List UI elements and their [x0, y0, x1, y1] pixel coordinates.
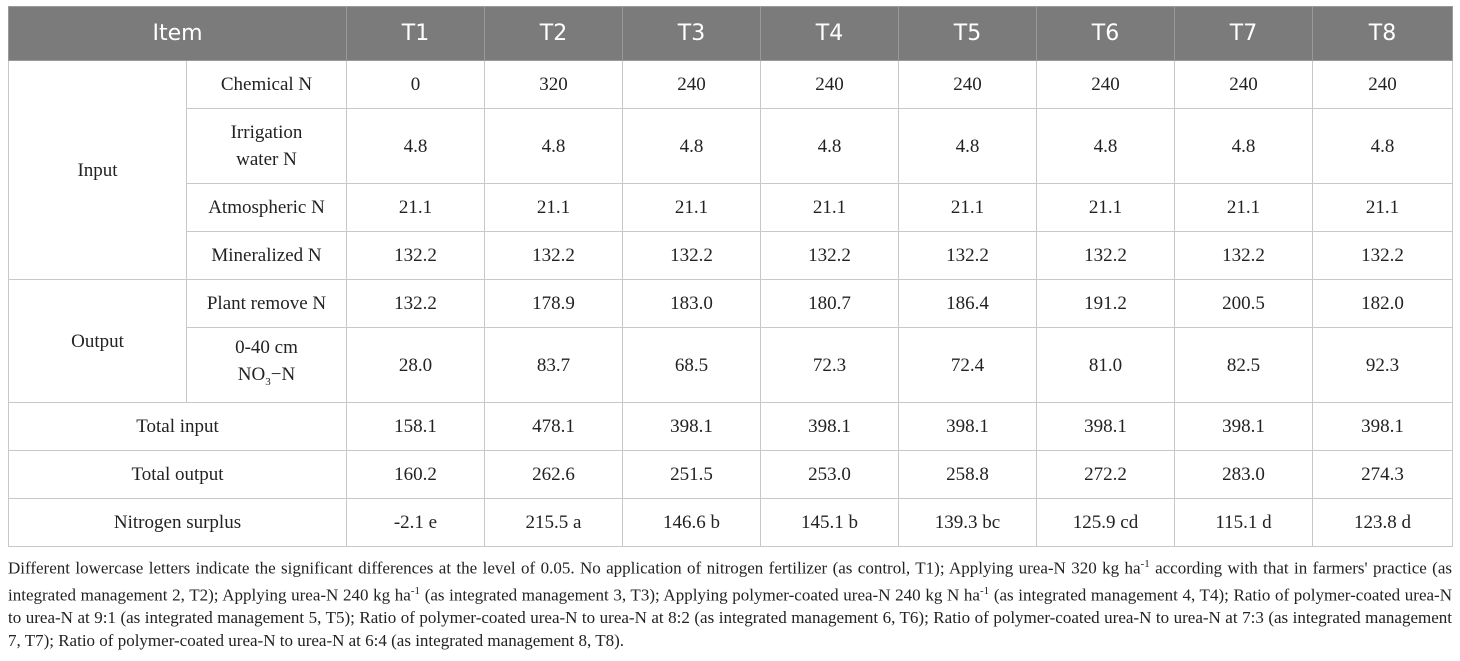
cell: 132.2 — [347, 232, 485, 280]
row-label: Plant remove N — [187, 280, 347, 328]
cell: 72.4 — [899, 328, 1037, 403]
footnote-superscript: -1 — [1140, 558, 1150, 570]
cell: 215.5 a — [485, 499, 623, 547]
cell: 258.8 — [899, 451, 1037, 499]
footnote-text: (as integrated management 4, T4); Ratio of polymer-coated urea-N to urea-N at 9:1 (as integrated management 5, T5); Ratio of polymer-coated urea-N to urea-N at 8:2 (as integrated management 6, T6); Ratio of polymer-coated urea-N to urea-N at 7:3 (as integrated management 7, T7); Ratio of polymer-coated urea-N to urea-N at 6:4 (as integrated management 8, T8). — [8, 585, 1452, 651]
footnote-text: Different lowercase letters indicate the significant differences at the level of 0.05. No application of nitrogen fertilizer (as control, T1); Applying urea-N 320 kg ha — [8, 558, 1141, 578]
cell: 398.1 — [1313, 403, 1453, 451]
footnote-superscript: -1 — [410, 584, 421, 597]
header-row — [9, 7, 1453, 61]
header-t3: T3 — [623, 7, 761, 61]
cell: 21.1 — [1175, 184, 1313, 232]
cell: 398.1 — [1175, 403, 1313, 451]
cell: 68.5 — [623, 328, 761, 403]
cell: 132.2 — [347, 280, 485, 328]
cell: 72.3 — [761, 328, 899, 403]
cell: 132.2 — [899, 232, 1037, 280]
table-row — [9, 328, 1453, 403]
cell: 398.1 — [761, 403, 899, 451]
cell: 240 — [1175, 61, 1313, 109]
cell: 240 — [1037, 61, 1175, 109]
header-t6: T6 — [1037, 7, 1175, 61]
cell: 4.8 — [1175, 109, 1313, 184]
row-label-line: Irrigation — [230, 122, 303, 143]
cell: 178.9 — [485, 280, 623, 328]
cell: 4.8 — [485, 109, 623, 184]
cell: 186.4 — [899, 280, 1037, 328]
cell: 4.8 — [761, 109, 899, 184]
cell: 158.1 — [347, 403, 485, 451]
cell: 274.3 — [1313, 451, 1453, 499]
cell: 132.2 — [1313, 232, 1453, 280]
cell: 398.1 — [623, 403, 761, 451]
table-row — [9, 499, 1453, 547]
row-label: Mineralized N — [187, 232, 347, 280]
cell: 398.1 — [899, 403, 1037, 451]
cell: 132.2 — [485, 232, 623, 280]
table-row — [9, 403, 1453, 451]
nitrogen-surplus-label: Nitrogen surplus — [9, 499, 347, 547]
row-label — [187, 328, 347, 403]
nitrogen-balance-table-container — [8, 6, 1452, 652]
footnote-text: according with that in farmers' practice (as integrated management 2, T2); Applying urea-N 240 kg ha — [8, 558, 1453, 605]
cell: 4.8 — [1313, 109, 1453, 184]
table-row — [9, 109, 1453, 184]
cell: 21.1 — [485, 184, 623, 232]
cell: 21.1 — [761, 184, 899, 232]
cell: 146.6 b — [623, 499, 761, 547]
table-footnote — [8, 553, 1452, 652]
cell: 240 — [623, 61, 761, 109]
cell: 182.0 — [1313, 280, 1453, 328]
cell: 21.1 — [1313, 184, 1453, 232]
cell: 82.5 — [1175, 328, 1313, 403]
cell: 191.2 — [1037, 280, 1175, 328]
cell: 83.7 — [485, 328, 623, 403]
header-t2: T2 — [485, 7, 623, 61]
cell: 180.7 — [761, 280, 899, 328]
cell: 132.2 — [761, 232, 899, 280]
cell: 81.0 — [1037, 328, 1175, 403]
cell: 0 — [347, 61, 485, 109]
cell: 240 — [899, 61, 1037, 109]
cell: 92.3 — [1313, 328, 1453, 403]
header-t1: T1 — [347, 7, 485, 61]
cell: 272.2 — [1037, 451, 1175, 499]
group-label-input: Input — [9, 61, 187, 280]
cell: 21.1 — [899, 184, 1037, 232]
cell: 145.1 b — [761, 499, 899, 547]
nitrogen-balance-table — [8, 6, 1453, 547]
cell: 139.3 bc — [899, 499, 1037, 547]
row-label-line: 0-40 cm — [235, 337, 298, 359]
subscript-text: 3 — [265, 375, 271, 388]
row-label: Atmospheric N — [187, 184, 347, 232]
footnote-superscript: -1 — [979, 584, 990, 597]
cell: 200.5 — [1175, 280, 1313, 328]
cell: 251.5 — [623, 451, 761, 499]
row-label-line: $NO_3-N$ — [237, 364, 296, 388]
cell: 240 — [1313, 61, 1453, 109]
header-t5: T5 — [899, 7, 1037, 61]
cell: 28.0 — [347, 328, 485, 403]
cell: 4.8 — [1037, 109, 1175, 184]
row-label-line: water N — [236, 149, 297, 170]
cell: 253.0 — [761, 451, 899, 499]
cell: 160.2 — [347, 451, 485, 499]
group-label-output: Output — [9, 280, 187, 403]
cell: 262.6 — [485, 451, 623, 499]
cell: 320 — [485, 61, 623, 109]
cell: 132.2 — [1175, 232, 1313, 280]
cell: 4.8 — [899, 109, 1037, 184]
cell: 21.1 — [1037, 184, 1175, 232]
header-t8: T8 — [1313, 7, 1453, 61]
total-input-label: Total input — [9, 403, 347, 451]
header-t4: T4 — [761, 7, 899, 61]
table-row — [9, 451, 1453, 499]
cell: 21.1 — [623, 184, 761, 232]
table-row — [9, 184, 1453, 232]
cell: 283.0 — [1175, 451, 1313, 499]
header-t7: T7 — [1175, 7, 1313, 61]
cell: 132.2 — [1037, 232, 1175, 280]
cell: 240 — [761, 61, 899, 109]
table-row — [9, 280, 1453, 328]
cell: 398.1 — [1037, 403, 1175, 451]
cell: 115.1 d — [1175, 499, 1313, 547]
cell: 4.8 — [347, 109, 485, 184]
table-row — [9, 232, 1453, 280]
total-output-label: Total output — [9, 451, 347, 499]
cell: 183.0 — [623, 280, 761, 328]
row-label: Chemical N — [187, 61, 347, 109]
row-label — [187, 109, 347, 184]
header-item: Item — [9, 7, 347, 61]
cell: 478.1 — [485, 403, 623, 451]
cell: 123.8 d — [1313, 499, 1453, 547]
cell: 132.2 — [623, 232, 761, 280]
table-row — [9, 61, 1453, 109]
cell: 125.9 cd — [1037, 499, 1175, 547]
cell: 21.1 — [347, 184, 485, 232]
cell: -2.1 e — [347, 499, 485, 547]
footnote-text: (as integrated management 3, T3); Applying polymer-coated urea-N 240 kg N ha — [420, 585, 980, 605]
cell: 4.8 — [623, 109, 761, 184]
